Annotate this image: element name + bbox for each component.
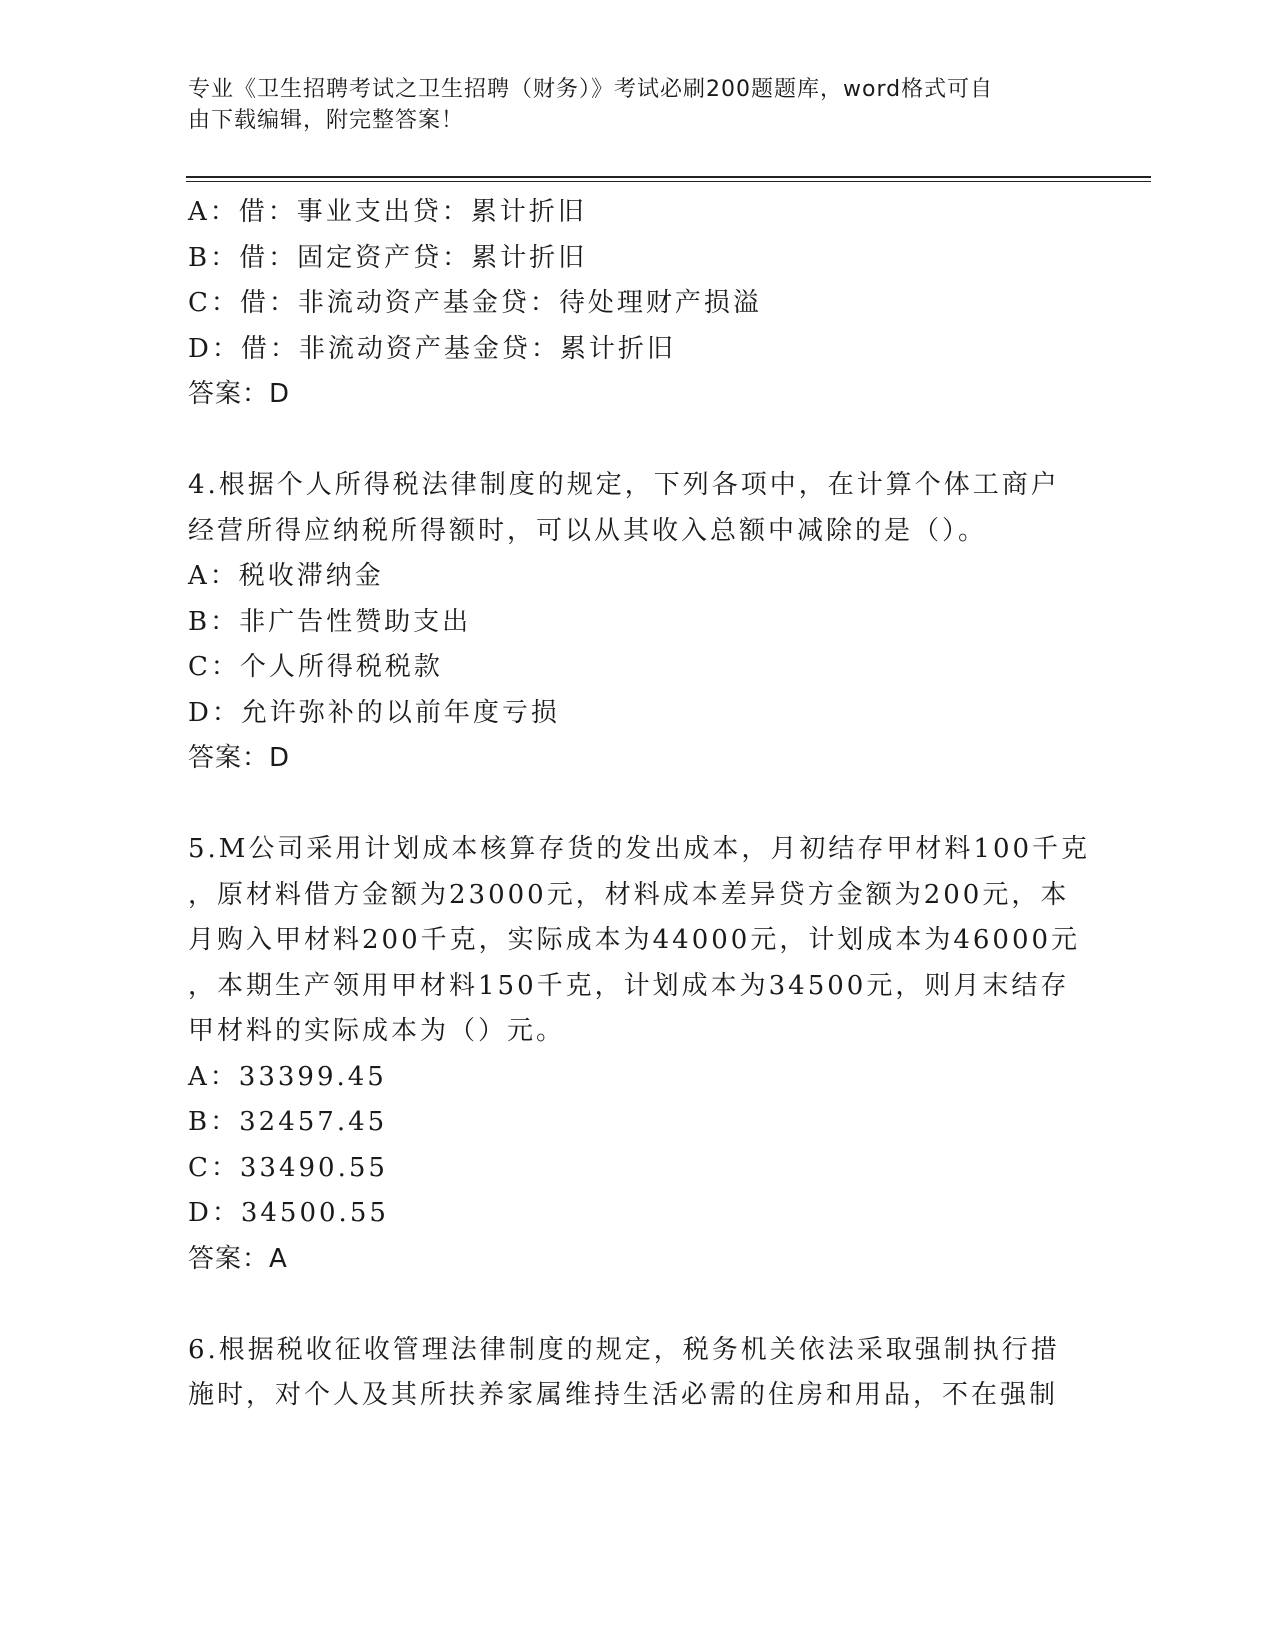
option-c: C：个人所得税税款 [188,652,443,682]
option-b: B：非广告性赞助支出 [188,606,472,637]
option-a: A：借：事业支出贷：累计折旧 [188,197,587,227]
option-b: B：借：固定资产贷：累计折旧 [188,242,588,273]
option-b: B：32457.45 [188,1107,388,1137]
question-stem-line: 甲材料的实际成本为（）元。 [188,1016,566,1046]
option-c: C：33490.55 [188,1152,388,1183]
question-stem-line: 6.根据税收征收管理法律制度的规定，税务机关依法采取强制执行措 [188,1334,1060,1365]
option-c: C：借：非流动资产基金贷：待处理财产损溢 [188,288,762,318]
question-4-options [188,554,1088,736]
header-divider-thick [186,176,1151,178]
option-d: D：允许弥补的以前年度亏损 [188,697,560,728]
option-d: D：34500.55 [188,1198,389,1228]
question-4-stem [188,463,1088,554]
question-stem-line: ，本期生产领用甲材料150千克，计划成本为34500元，则月末结存 [188,970,1070,1001]
question-stem-line: 月购入甲材料200千克，实际成本为44000元，计划成本为46000元 [188,925,1081,955]
question-4-answer: 答案：D [188,743,291,773]
question-3-options [188,190,1088,372]
question-stem-line: 经营所得应纳税所得额时，可以从其收入总额中减除的是（）。 [188,515,988,546]
header-line-1: 专业《卫生招聘考试之卫生招聘（财务）》考试必刷200题题库，word格式可自 [188,77,994,102]
question-content [188,190,1091,1419]
question-stem-line: 施时，对个人及其所扶养家属维持生活必需的住房和用品，不在强制 [188,1380,1059,1410]
option-a: A：税收滞纳金 [188,561,384,591]
question-5-options [188,1055,1088,1237]
option-d: D：借：非流动资产基金贷：累计折旧 [188,333,676,364]
question-6-stem [188,1328,1088,1419]
question-5-stem [188,827,1091,1055]
option-a: A：33399.45 [188,1061,387,1092]
spacer [188,1282,1088,1328]
document-header [188,74,1068,136]
spacer [188,782,1088,828]
spacer [188,418,1088,464]
question-3-answer: 答案：D [188,379,291,409]
question-stem-line: 4.根据个人所得税法律制度的规定，下列各项中，在计算个体工商户 [188,470,1060,500]
question-stem-line: 5.M公司采用计划成本核算存货的发出成本，月初结存甲材料100千克 [188,834,1091,864]
question-5-answer: 答案：A [188,1243,288,1274]
question-stem-line: ，原材料借方金额为23000元，材料成本差异贷方金额为200元，本 [188,879,1070,910]
header-line-2: 由下载编辑，附完整答案！ [188,108,465,133]
header-divider-thin [186,181,1151,182]
